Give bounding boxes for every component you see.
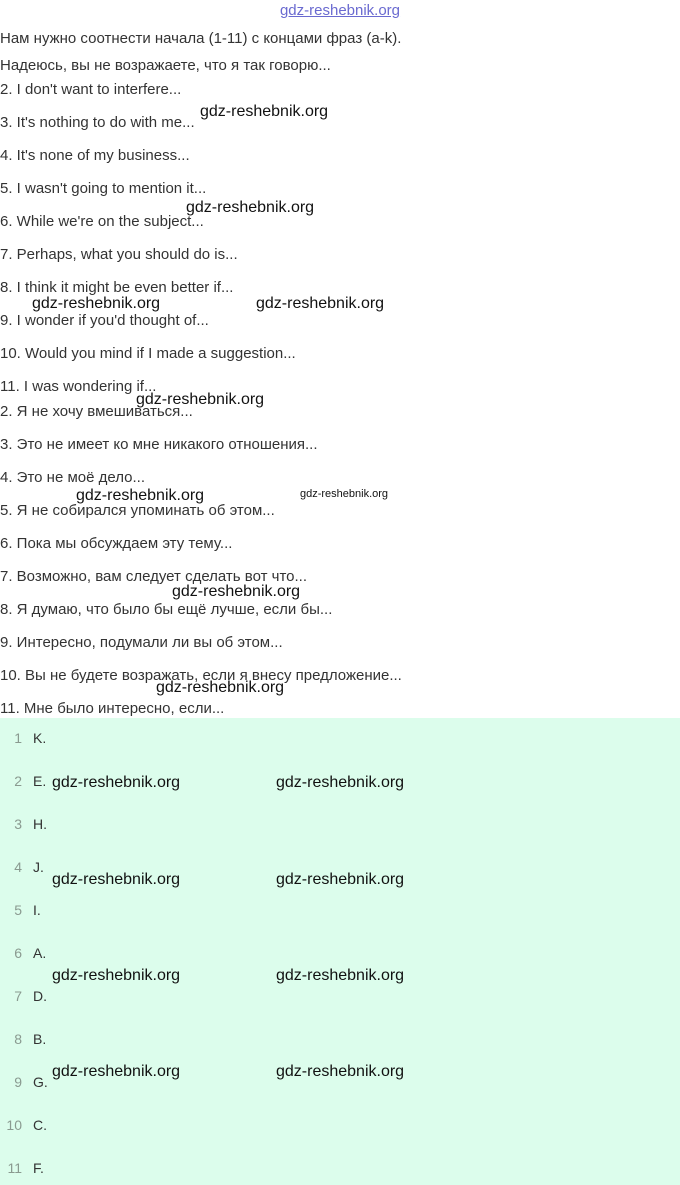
english-line: 7. Perhaps, what you should do is... [0, 246, 238, 263]
answer-row [0, 988, 680, 1008]
answer-letter: D. [33, 988, 47, 1004]
answer-row [0, 1117, 680, 1137]
english-line: 10. Would you mind if I made a suggestion... [0, 345, 296, 362]
answer-row [0, 1160, 680, 1180]
watermark: gdz-reshebnik.org [276, 967, 405, 984]
answer-letter: A. [33, 945, 47, 961]
answer-number: 5 [14, 902, 22, 918]
watermark: gdz-reshebnik.org [32, 295, 161, 312]
answer-number: 8 [14, 1031, 22, 1047]
english-line: 2. I don't want to interfere... [0, 81, 182, 98]
answer-letter: I. [33, 902, 41, 918]
russian-line: 2. Я не хочу вмешиваться... [0, 403, 193, 420]
answer-letter: K. [33, 730, 47, 746]
answer-letter: B. [33, 1031, 47, 1047]
answer-row [0, 730, 680, 750]
watermark: gdz-reshebnik.org [52, 774, 181, 791]
answer-number: 4 [14, 859, 22, 875]
russian-line: 8. Я думаю, что было бы ещё лучше, если бы... [0, 601, 333, 618]
answer-number: 6 [14, 945, 22, 961]
watermark: gdz-reshebnik.org [52, 967, 181, 984]
english-line: 4. It's none of my business... [0, 147, 190, 164]
watermark: gdz-reshebnik.org [256, 295, 385, 312]
watermark: gdz-reshebnik.org [172, 583, 301, 600]
answer-letter: G. [33, 1074, 48, 1090]
answer-number: 1 [14, 730, 22, 746]
answer-letter: C. [33, 1117, 47, 1133]
russian-line: 11. Мне было интересно, если... [0, 700, 225, 717]
answer-letter: J. [33, 859, 44, 875]
watermark: gdz-reshebnik.org [200, 103, 329, 120]
answer-number: 3 [14, 816, 22, 832]
answer-number: 10 [6, 1117, 22, 1133]
russian-line: 6. Пока мы обсуждаем эту тему... [0, 535, 233, 552]
watermark: gdz-reshebnik.org [76, 487, 205, 504]
english-line: 9. I wonder if you'd thought of... [0, 312, 209, 329]
watermark: gdz-reshebnik.org [300, 488, 389, 500]
answer-number: 2 [14, 773, 22, 789]
russian-line: 3. Это не имеет ко мне никакого отношения... [0, 436, 318, 453]
english-line: 5. I wasn't going to mention it... [0, 180, 207, 197]
answer-letter: F. [33, 1160, 44, 1176]
russian-line: 7. Возможно, вам следует сделать вот что... [0, 568, 307, 585]
answer-row [0, 816, 680, 836]
english-line: 3. It's nothing to do with me... [0, 114, 195, 131]
answer-number: 7 [14, 988, 22, 1004]
intro-line: Надеюсь, вы не возражаете, что я так говорю... [0, 57, 331, 74]
russian-line: 10. Вы не будете возражать, если я внесу предложение... [0, 667, 402, 684]
watermark: gdz-reshebnik.org [136, 391, 265, 408]
russian-line: 4. Это не моё дело... [0, 469, 145, 486]
watermark: gdz-reshebnik.org [52, 1063, 181, 1080]
watermark: gdz-reshebnik.org [52, 871, 181, 888]
watermark: gdz-reshebnik.org [276, 774, 405, 791]
watermark: gdz-reshebnik.org [276, 1063, 405, 1080]
english-line: 11. I was wondering if... [0, 378, 157, 395]
russian-line: 9. Интересно, подумали ли вы об этом... [0, 634, 283, 651]
answer-row [0, 902, 680, 922]
answer-number: 11 [7, 1160, 22, 1176]
watermark: gdz-reshebnik.org [186, 199, 315, 216]
answer-letter: E. [33, 773, 47, 789]
answer-number: 9 [14, 1074, 22, 1090]
english-line: 6. While we're on the subject... [0, 213, 204, 230]
watermark: gdz-reshebnik.org [276, 871, 405, 888]
answer-row [0, 1031, 680, 1051]
english-line: 8. I think it might be even better if... [0, 279, 234, 296]
site-header-link[interactable]: gdz-reshebnik.org [279, 2, 401, 19]
answer-letter: H. [33, 816, 47, 832]
russian-line: 5. Я не собирался упоминать об этом... [0, 502, 275, 519]
watermark: gdz-reshebnik.org [156, 679, 285, 696]
answer-row [0, 945, 680, 965]
intro-line: Нам нужно соотнести начала (1-11) с концами фраз (a-k). [0, 30, 402, 47]
